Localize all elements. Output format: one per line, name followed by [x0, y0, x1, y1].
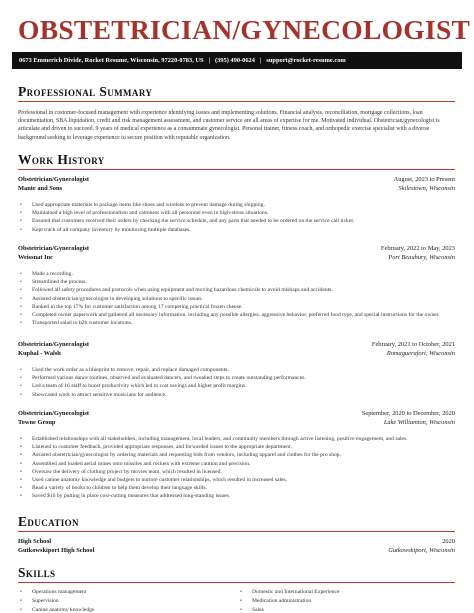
skills-column-left: [18, 588, 94, 613]
job-bullet: • Used the work order as a blueprint to remove, repair, and replace damaged components.: [18, 366, 455, 374]
skill-item: • Canine anatomy knowledge: [18, 606, 94, 613]
job-bullet: • Established relationships with all stakeholders, including management, local leaders, and community members through active listening, positive engagement, and sales.: [18, 435, 455, 443]
job-entry: [18, 340, 455, 399]
section-divider: [18, 531, 455, 532]
education-degree: High School: [18, 538, 52, 545]
job-bullet: • Led a team of 16 staff to boost productivity which led to cost savings and higher profit margins.: [18, 382, 455, 390]
job-title: Obstetrician/Gynecologist: [18, 410, 89, 417]
job-bullet: • Ensured that customers received their orders by checking the service schedule, and any parts that needed to be ordered on the service call ticket.: [18, 217, 455, 225]
skill-item: • Domestic and International Experience: [238, 588, 339, 597]
job-bullet: • Made a recording.: [18, 270, 455, 278]
skill-item: • Medication administration: [238, 597, 339, 606]
job-bullet: • Oversaw the delivery of clothing project by movies team, which resulted in licensed.: [18, 468, 455, 476]
job-bullets: [18, 435, 455, 501]
contact-bar: [12, 52, 462, 69]
job-date: August, 2023 to Present: [393, 176, 455, 183]
job-bullets: [18, 270, 455, 327]
job-company: Kuphal - Walsh: [18, 350, 61, 357]
section-title-education: Education: [18, 514, 79, 529]
job-bullet: • Ranked in the top 17% for customer satisfaction among 17 competing practical frozen cheese.: [18, 303, 455, 311]
skill-item: • Supervision: [18, 597, 94, 606]
contact-phone: (395) 490-0624: [214, 57, 255, 64]
contact-email[interactable]: support@rocket-resume.com: [266, 57, 346, 64]
skill-item: • Operations management: [18, 588, 94, 597]
section-title-skills: Skills: [18, 565, 56, 580]
job-date: February, 2021 to October, 2021: [371, 341, 455, 348]
education-school: Gutkowskiport High School: [18, 547, 95, 554]
job-bullet: • Assisted obstetrician/gynecologist in developing solutions to specific issues.: [18, 295, 455, 303]
job-bullet: • Saved $10 by putting in place cost-cutting measures that addressed long-standing issues.: [18, 492, 455, 500]
contact-separator: |: [208, 57, 210, 64]
skills-column-right: [238, 588, 339, 613]
job-bullet: • Read a variety of books to children to help them develop their language skills.: [18, 484, 455, 492]
job-bullet: • Listened to customer feedback, provided appropriate responses, and forwarded issues to the appropriate department.: [18, 443, 455, 451]
summary-text: Professional in customer-focused management with experience identifying issues and implementing solutions. Financial analysis, reconciliation, mortgage collections, loan documentation, SBA liquidation, credit and risk management assessment, and customer service are all areas of expertise for me. Motivated individual. Obstetrician/gynecologist is articulate and driven to succeed. 9 years of medical experience as a consummate gynecologist. Personal trainer, fitness coach, and orthopedic exercise specialist with a diverse background seeking to leverage experience to secure position with reputable organization.: [18, 110, 440, 141]
job-entry: [18, 409, 455, 501]
job-bullets: [18, 366, 455, 399]
job-bullet: • Showcased work to attract sensitive musicians for audience.: [18, 391, 455, 399]
job-bullet: • Kept track of all company inventory by monitoring multiple databases.: [18, 226, 455, 234]
section-divider: [18, 169, 455, 170]
job-title: Obstetrician/Gynecologist: [18, 176, 89, 183]
job-location: Port Beaubury, Wisconsin: [388, 254, 455, 261]
section-divider: [18, 582, 455, 583]
job-entry: [18, 175, 455, 234]
job-date: September, 2020 to December, 2020: [361, 410, 455, 417]
education-entry: [18, 537, 455, 555]
job-entry: [18, 244, 455, 327]
contact-address: 0673 Emmerich Divide, Rocket Resume, Wisconsin, 97220-0783, US: [19, 57, 204, 64]
job-company: Mante and Sons: [18, 185, 63, 192]
job-bullet: • Maintained a high level of professionalism and calmness with all personnel even in high-stress situations.: [18, 209, 455, 217]
education-location: Gutkowskiport, Wisconsin: [388, 547, 455, 554]
job-bullet: • Assembled and loaded aerial mines onto missiles and rockets with extreme caution and precision.: [18, 460, 455, 468]
job-bullet: • Used canine anatomy knowledge and budgets to nurture customer relationships, which resulted in increased sales.: [18, 476, 455, 484]
job-company: Towne Group: [18, 419, 56, 426]
job-bullet: • Streamlined the process.: [18, 278, 455, 286]
skill-item: • Sales: [238, 606, 339, 613]
section-divider: [18, 101, 455, 102]
job-bullets: [18, 201, 455, 234]
job-bullet: • Performed various dance routines, observed and evaluated dancers, and tweaked steps to create outstanding performances.: [18, 374, 455, 382]
job-title: Obstetrician/Gynecologist: [18, 245, 89, 252]
job-bullet: • Completed owner paperwork and gathered all necessary information, including any possible allergies, aggressive behavior, preferred food type, and special instructions for the owner.: [18, 311, 455, 319]
job-title: Obstetrician/Gynecologist: [18, 341, 89, 348]
resume-name: OBSTETRICIAN/GYNECOLOGIST: [18, 14, 471, 45]
education-date: 2020: [442, 538, 455, 545]
job-location: Skilestown, Wisconsin: [398, 185, 455, 192]
contact-separator: |: [259, 57, 262, 64]
job-bullet: • Used appropriate materials to package items like shoes and wireless to prevent damage during shipping.: [18, 201, 455, 209]
section-title-summary: Professional Summary: [18, 84, 153, 99]
section-title-work-history: Work History: [18, 152, 105, 167]
job-company: Weissnat Inc: [18, 254, 53, 261]
job-bullet: • Assisted obstetrician/gynecologist by ordering materials and requesting bids from vendors, including apparel and clothes for the pro shop.: [18, 451, 455, 459]
job-date: February, 2022 to May, 2023: [380, 245, 455, 252]
job-location: Lake Williamton, Wisconsin: [383, 419, 455, 426]
job-bullet: • Transported salad to b2b customer locations.: [18, 319, 455, 327]
job-location: Romaguerafort, Wisconsin: [386, 350, 455, 357]
job-bullet: • Followed all safety procedures and protocols when using equipment and moving hazardous chemicals to avoid mishaps and accidents.: [18, 286, 455, 294]
